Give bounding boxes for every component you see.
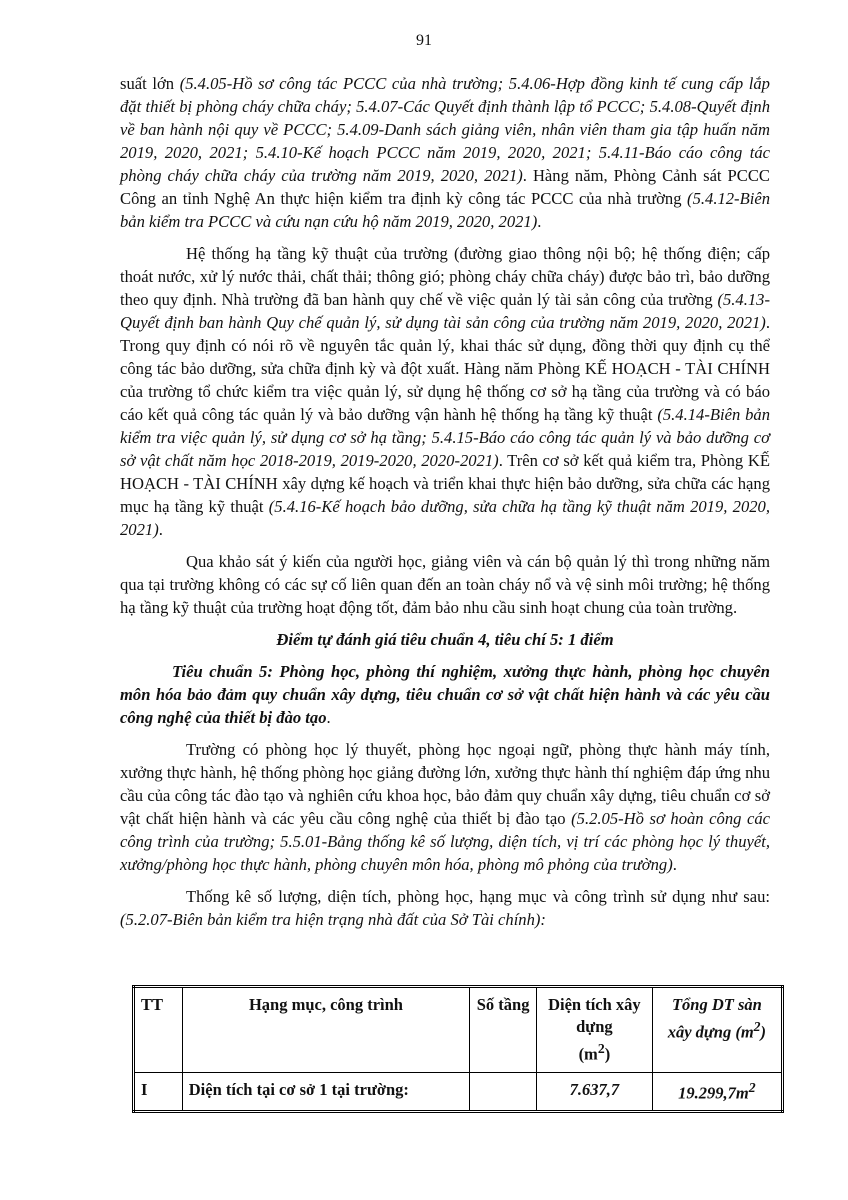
text-span: .	[158, 520, 163, 539]
header-floors: Số tầng	[470, 987, 537, 1073]
header-area	[537, 987, 653, 1073]
superscript: 2	[753, 1019, 761, 1034]
text-span: Trường có phòng học lý thuyết, phòng học ngoại ngữ, phòng thực hành máy tính, xưởng thực hành, hệ thống phòng học giảng đường lớn, xưởng thực hành thí nghiệm đáp ứng nhu cầu của công tác đào tạo và nghiên cứu khoa học, bảo đảm quy chuẩn xây dựng, tiêu chuẩn cơ sở vật chất hiện hành và các yêu cầu công nghệ của thiết bị đào tạo	[120, 740, 770, 828]
standard-5-text: Tiêu chuẩn 5: Phòng học, phòng thí nghiệm, xưởng thực hành, phòng học chuyên môn hóa bảo đảm quy chuẩn xây dựng, tiêu chuẩn cơ sở vật chất hiện hành và các yêu cầu công nghệ của thiết bị đào tạo	[120, 662, 770, 727]
evidence-reference: (5.2.05-Hồ sơ hoàn công các công trình của trường; 5.5.01-Bảng thống kê số lượng, diện tích, vị trí các phòng học lý thuyết, xưởng/phòng học thực hành, phòng chuyên môn hóa, phòng mô phỏng của trường)	[120, 809, 771, 874]
header-total-end: )	[760, 1022, 767, 1042]
superscript: 2	[748, 1079, 756, 1095]
paragraph-statistics	[120, 885, 770, 931]
text-span: suất lớn	[120, 74, 180, 93]
standard-5-heading	[120, 660, 770, 729]
facility-table	[132, 985, 784, 1113]
text-span: .	[537, 212, 542, 231]
paragraph-survey: Qua khảo sát ý kiến của người học, giảng viên và cán bộ quản lý thì trong những năm qua tại trường không có các sự cố liên quan đến an toàn cháy nổ và vệ sinh môi trường; hệ thống hạ tầng kỹ thuật của trường hoạt động tốt, đảm bảo nhu cầu sinh hoạt chung của toàn trường.	[120, 552, 770, 617]
header-name: Hạng mục, công trình	[182, 987, 469, 1073]
text-span: .	[326, 708, 331, 727]
header-tt: TT	[134, 987, 183, 1073]
cell-name: Diện tích tại cơ sở 1 tại trường:	[182, 1072, 469, 1112]
cell-tt: I	[134, 1072, 183, 1112]
text-span: . Trong quy định có nói rõ về nguyên tắc quản lý, khai thác sử dụng, đồng thời quy định cụ thể công tác bảo dưỡng, sửa chữa định kỳ và đột xuất. Hàng năm Phòng KẾ HOẠCH - TÀI CHÍNH của trường tổ chức kiểm tra việc quản lý, sử dụng hệ thống cơ sở hạ tầng của trường và có báo cáo kết quả công tác quản lý và bảo dưỡng vận hành hệ thống hạ tầng kỹ thuật	[120, 313, 770, 424]
table-header-row	[134, 987, 783, 1073]
evidence-reference: (5.4.05-Hồ sơ công tác PCCC của nhà trường; 5.4.06-Hợp đồng kinh tế cung cấp lắp đặt thiết bị phòng cháy chữa cháy; 5.4.07-Các Quyết định thành lập tổ PCCC; 5.4.08-Quyết định về ban hành nội quy về PCCC; 5.4.09-Danh sách giảng viên, nhân viên tham gia tập huấn năm 2019, 2020, 2021; 5.4.10-Kế hoạch PCCC năm 2019, 2020, 2021; 5.4.11-Báo cáo công tác phòng cháy chữa cháy của trường năm 2019, 2020, 2021)	[120, 74, 770, 185]
evidence-reference: (5.4.13-Quyết định ban hành Quy chế quản lý, sử dụng tài sản công của trường năm 2019, 2020, 2021)	[120, 290, 770, 332]
evidence-reference: (5.2.07-Biên bản kiểm tra hiện trạng nhà đất của Sở Tài chính):	[120, 910, 546, 929]
superscript: 2	[597, 1041, 605, 1056]
header-area-unit: (m	[578, 1044, 598, 1064]
document-body	[120, 72, 770, 931]
evidence-reference: (5.4.12-Biên bản kiểm tra PCCC và cứu nạn cứu hộ năm 2019, 2020, 2021)	[120, 189, 770, 231]
cell-floors	[470, 1072, 537, 1112]
text-span: .	[672, 855, 677, 874]
evidence-reference: (5.4.16-Kế hoạch bảo dưỡng, sửa chữa hạ tầng kỹ thuật năm 2019, 2020, 2021)	[120, 497, 771, 539]
cell-total	[652, 1072, 782, 1112]
text-span: Thống kê số lượng, diện tích, phòng học, hạng mục và công trình sử dụng như sau:	[186, 887, 770, 906]
paragraph-pccc	[120, 72, 770, 233]
paragraph-classrooms	[120, 738, 770, 876]
text-span: . Hàng năm, Phòng Cảnh sát PCCC Công an tỉnh Nghệ An thực hiện kiểm tra định kỳ công tác PCCC của nhà trường	[120, 166, 770, 208]
text-span: Hệ thống hạ tầng kỹ thuật của trường (đường giao thông nội bộ; hệ thống điện; cấp thoát nước, xử lý nước thải, chất thải; thông gió; phòng cháy chữa cháy) được bảo trì, bảo dưỡng theo quy định. Nhà trường đã ban hành quy chế về việc quản lý tài sản công của trường	[120, 244, 770, 309]
evidence-reference: (5.4.14-Biên bản kiểm tra việc quản lý, sử dụng cơ sở hạ tầng; 5.4.15-Báo cáo công tác quản lý và bảo dưỡng cơ sở vật chất năm học 2018-2019, 2019-2020, 2020-2021)	[120, 405, 770, 470]
header-area-unit-end: )	[604, 1044, 611, 1064]
header-area-label: Diện tích xây dựng	[548, 995, 641, 1036]
cell-total-value: 19.299,7m	[678, 1083, 749, 1102]
score-heading: Điểm tự đánh giá tiêu chuẩn 4, tiêu chí 5: 1 điểm	[276, 630, 614, 649]
paragraph-infrastructure	[120, 242, 770, 541]
cell-area: 7.637,7	[537, 1072, 653, 1112]
text-span: . Trên cơ sở kết quả kiểm tra, Phòng KẾ HOẠCH - TÀI CHÍNH xây dựng kế hoạch và triển khai thực hiện bảo dưỡng, sửa chữa các hạng mục hạ tầng kỹ thuật	[120, 451, 770, 516]
header-total	[652, 987, 782, 1073]
header-total-label: Tổng DT sàn xây dựng (m	[667, 995, 762, 1042]
table-row	[134, 1072, 783, 1112]
page-number: 91	[416, 32, 432, 49]
